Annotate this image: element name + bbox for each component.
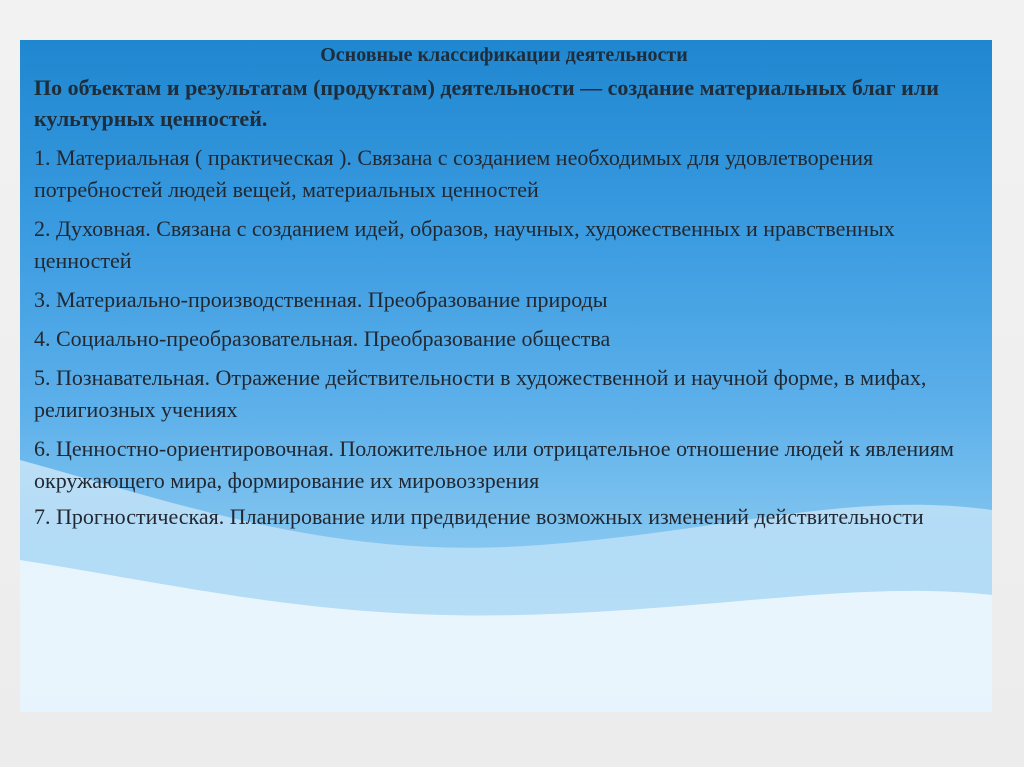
slide-subtitle: По объектам и результатам (продуктам) деятельности — создание материальных благ или культурных ценностей.	[34, 75, 939, 131]
list-item: 3. Материально-производственная. Преобразование природы	[34, 287, 608, 312]
list-item: 5. Познавательная. Отражение действительности в художественной и научной форме, в мифах, религиозных учениях	[34, 365, 927, 422]
list-item: 2. Духовная. Связана с созданием идей, образов, научных, художественных и нравственных ценностей	[34, 216, 895, 273]
list-item: 1. Материальная ( практическая ). Связана с созданием необходимых для удовлетворения потребностей людей вещей, материальных ценностей	[34, 145, 874, 202]
list-item: 7. Прогностическая. Планирование или предвидение возможных изменений действительности	[34, 504, 924, 529]
slide-content	[34, 40, 974, 540]
presentation-slide	[20, 40, 992, 712]
list-item: 4. Социально-преобразовательная. Преобразование общества	[34, 326, 611, 351]
slide-title: Основные классификации деятельности	[320, 44, 688, 66]
list-item: 6. Ценностно-ориентировочная. Положительное или отрицательное отношение людей к явлениям окружающего мира, формирование их мировоззрения	[34, 436, 954, 493]
